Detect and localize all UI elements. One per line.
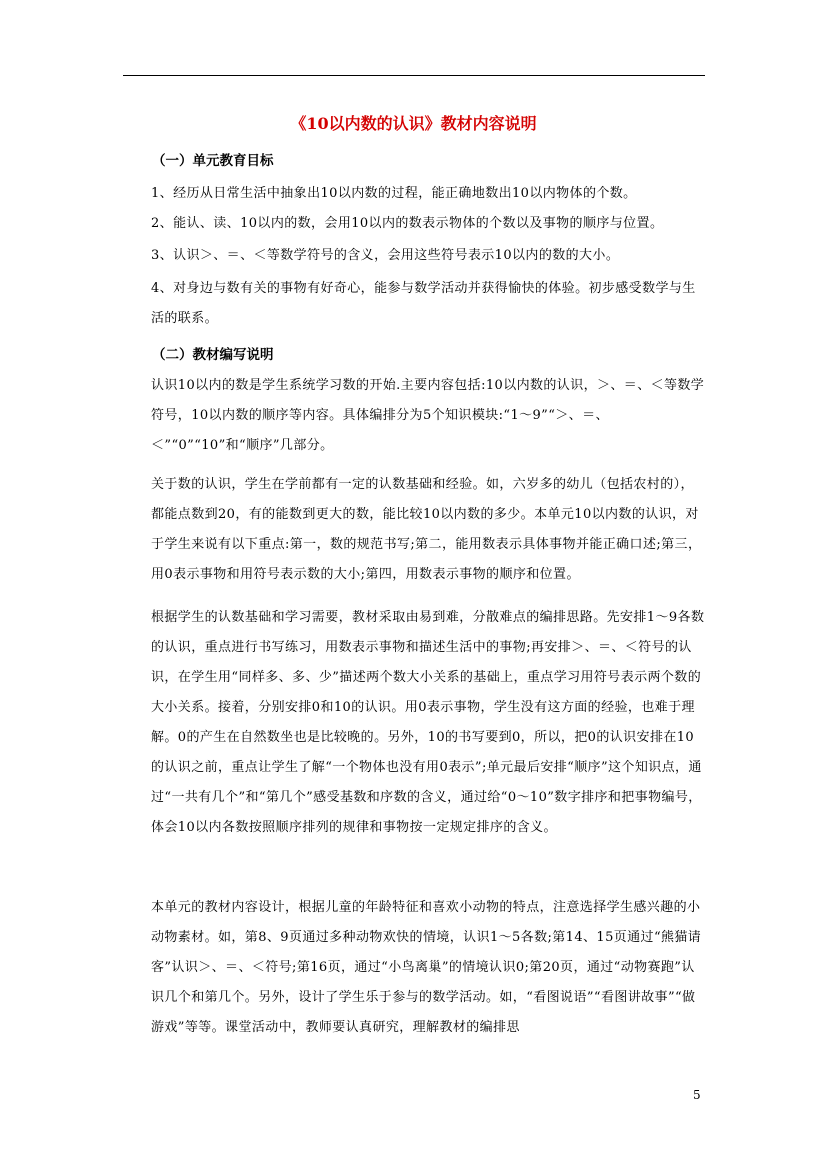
paragraph-text: 根据学生的认数基础和学习需要，教材采取由易到难，分散难点的编排思路。先安排1～9各数的认识，重点进行书写练习，用数表示事物和描述生活中的事物;再安排＞、＝、＜符号的认识，在学生用“同样多、多、少”描述两个数大小关系的基础上，重点学习用符号表示两个数的大小关系。接着，分别安排0和10的认识。用0表示事物，学生没有这方面的经验，也难于理解。0的产生在自然数坐也是比较晚的。另外，10的书写要到0，所以，把0的认识安排在10的认识之前，重点让学生了解“一个物体也没有用0表示”;单元最后安排“顺序”这个知识点，通过“一共有几个”和“第几个”感受基数和序数的含义，通过给“0～10”数字排序和把事物编号，体会10以内各数按照顺序排列的规律和事物按一定规定排序的含义。 <box>151 610 705 835</box>
goal-item-4 <box>124 274 706 334</box>
header-rule <box>123 75 705 76</box>
page-number: 5 <box>693 1088 701 1102</box>
document-title: 《10以内数的认识》教材内容说明 <box>290 114 537 133</box>
goal-item-1 <box>124 179 706 209</box>
goal-item-3 <box>124 241 706 271</box>
goal-item-text: 2、能认、读、10以内的数，会用10以内的数表示物体的个数以及事物的顺序与位置。 <box>151 216 664 231</box>
goal-item-text: 3、认识＞、＝、＜等数学符号的含义，会用这些符号表示10以内的数的大小。 <box>151 248 620 263</box>
body-paragraph-2 <box>124 470 706 590</box>
body-paragraph-1 <box>124 371 706 461</box>
goal-item-text: 4、对身边与数有关的事物有好奇心，能参与数学活动并获得愉快的体验。初步感受数学与生活的联系。 <box>151 281 696 326</box>
section-heading-textbook: （二）教材编写说明 <box>152 347 274 363</box>
section-heading-goals: （一）单元教育目标 <box>152 153 274 169</box>
goal-item-text: 1、经历从日常生活中抽象出10以内数的过程，能正确地数出10以内物体的个数。 <box>151 186 637 201</box>
body-paragraph-3 <box>124 603 706 843</box>
paragraph-text: 关于数的认识，学生在学前都有一定的认数基础和经验。如，六岁多的幼儿（包括农村的），都能点数到20，有的能数到更大的数，能比较10以内数的多少。本单元10以内数的认识，对于学生来说有以下重点:第一，数的规范书写;第二，能用数表示具体事物并能正确口述;第三，用0表示事物和用符号表示数的大小;第四，用数表示事物的顺序和位置。 <box>151 477 702 582</box>
paragraph-text: 认识10以内的数是学生系统学习数的开始.主要内容包括:10以内数的认识，＞、＝、＜等数学符号，10以内数的顺序等内容。具体编排分为5个知识模块:“1～9”“＞、＝、＜”“0”“10”和“顺序”几部分。 <box>151 378 705 453</box>
paragraph-text: 本单元的教材内容设计，根据儿童的年龄特征和喜欢小动物的特点，注意选择学生感兴趣的小动物素材。如，第8、9页通过多种动物欢快的情境，认识1～5各数;第14、15页通过“熊猫请客”认识＞、＝、＜符号;第16页，通过“小鸟离巢”的情境认识0;第20页，通过“动物赛跑”认识几个和第几个。另外，设计了学生乐于参与的数学活动。如，“看图说语”“看图讲故事”“做游戏”等等。课堂活动中，教师要认真研究，理解教材的编排思 <box>151 900 702 1035</box>
goal-item-2 <box>124 209 706 239</box>
body-paragraph-4 <box>124 893 706 1043</box>
